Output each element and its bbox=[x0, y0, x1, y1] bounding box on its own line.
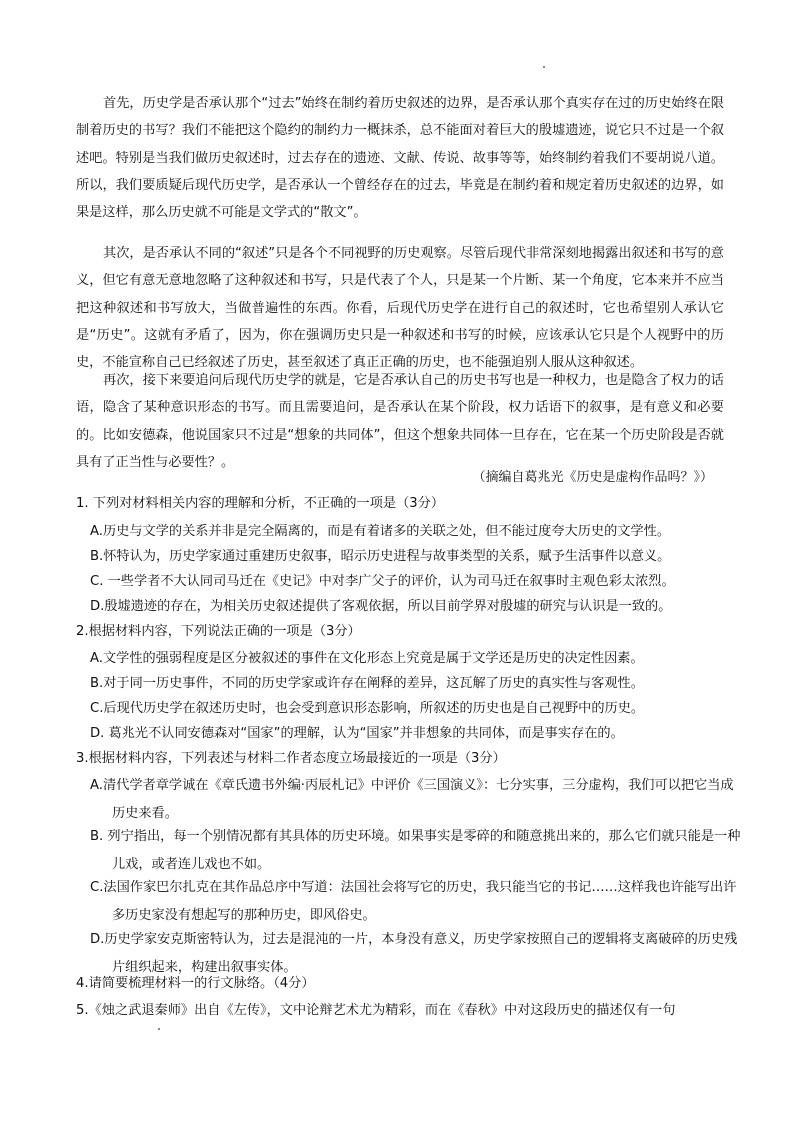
question-2-stem: 2.根据材料内容，下列说法正确的一项是（3分） bbox=[76, 624, 361, 639]
question-3-option-a: A.清代学者章学诚在《章氏遗书外编·丙辰札记》中评价《三国演义》：七分实事，三分虚构，我们可以把它当成历史来看。 bbox=[90, 778, 734, 821]
question-1-option-b: B.怀特认为，历史学家通过重建历史叙事，昭示历史进程与故事类型的关系，赋予生活事件以意义。 bbox=[90, 549, 671, 564]
question-5-stem: 5.《烛之武退秦师》出自《左传》，文中论辩艺术尤为精彩，而在《春秋》中对这段历史的描述仅有一句 bbox=[76, 1003, 676, 1018]
passage-paragraph-1: 首先，历史学是否承认那个“过去”始终在制约着历史叙述的边界，是否承认那个真实存在过的历史始终在限制着历史的书写？我们不能把这个隐约的制约力一概抹杀，总不能面对着巨大的殷墟遗迹，说它只不过是一个叙述吧。特别是当我们做历史叙述时，过去存在的遗迹、文献、传说、故事等等，始终制约着我们不要胡说八道。所以，我们要质疑后现代历史学，是否承认一个曾经存在的过去，毕竟是在制约着和规定着历史叙述的边界，如果是这样，那么历史就不可能是文学式的“散文”。 bbox=[76, 96, 724, 221]
question-3-option-c: C.法国作家巴尔扎克在其作品总序中写道：法国社会将写它的历史，我只能当它的书记……这样我也许能写出许多历史家没有想起写的那种历史，即风俗史。 bbox=[90, 880, 737, 923]
scan-speck bbox=[158, 1028, 160, 1030]
question-2-option-d: D. 葛兆光不认同安德森对“国家”的理解，认为“国家”并非想象的共同体，而是事实存在的。 bbox=[90, 726, 624, 741]
question-3-option-d: D.历史学家安克斯密特认为，过去是混沌的一片，本身没有意义，历史学家按照自己的逻辑将支离破碎的历史残片组织起来，构建出叙事实体。 bbox=[90, 932, 738, 975]
question-1-option-c: C. 一些学者不大认同司马迁在《史记》中对李广父子的评价，认为司马迁在叙事时主观色彩太浓烈。 bbox=[90, 574, 675, 589]
question-1-stem: 1. 下列对材料相关内容的理解和分析，不正确的一项是（3分） bbox=[76, 496, 445, 511]
passage-source: （摘编自葛兆光《历史是虚构作品吗？》） bbox=[472, 470, 713, 485]
question-3-option-b: B. 列宁指出，每一个别情况都有其具体的历史环境。如果事实是零碎的和随意挑出来的，那么它们就只能是一种儿戏，或者连儿戏也不如。 bbox=[90, 829, 741, 872]
question-2-option-c: C.后现代历史学在叙述历史时，也会受到意识形态影响，所叙述的历史也是自己视野中的历史。 bbox=[90, 701, 645, 716]
question-2-option-b: B.对于同一历史事件，不同的历史学家或许存在阐释的差异，这瓦解了历史的真实性与客观性。 bbox=[90, 676, 644, 691]
passage-paragraph-2: 其次，是否承认不同的“叙述”只是各个不同视野的历史观察。尽管后现代非常深刻地揭露出叙述和书写的意义，但它有意无意地忽略了这种叙述和书写，只是代表了个人，只是某一个片断、某一个角度，它本来并不应当把这种叙述和书写放大，当做普遍性的东西。你看，后现代历史学在进行自己的叙述时，它也希望别人承认它是“历史”。这就有矛盾了，因为，你在强调历史只是一种叙述和书写的时候，应该承认它只是个人视野中的历史，不能宣称自己已经叙述了历史，甚至叙述了真正正确的历史，也不能强迫别人服从这种叙述。 bbox=[76, 246, 724, 371]
passage-paragraph-3: 再次，接下来要追问后现代历史学的就是，它是否承认自己的历史书写也是一种权力，也是隐含了权力的话语，隐含了某种意识形态的书写。而且需要追问，是否承认在某个阶段，权力话语下的叙事，是有意义和必要的。比如安德森，他说国家只不过是“想象的共同体”，但这个想象共同体一旦存在，它在某一个历史阶段是否就具有了正当性与必要性？。 bbox=[76, 373, 724, 470]
question-4-stem: 4.请简要梳理材料一的行文脉络。（4分） bbox=[76, 976, 315, 991]
question-3-stem: 3.根据材料内容，下列表述与材料二作者态度立场最接近的一项是（3分） bbox=[76, 751, 506, 766]
question-2-option-a: A.文学性的强弱程度是区分被叙述的事件在文化形态上究竟是属于文学还是历史的决定性因素。 bbox=[90, 651, 644, 666]
scan-speck bbox=[543, 66, 545, 68]
question-1-option-d: D.殷墟遗迹的存在，为相关历史叙述提供了客观依据，所以目前学界对殷墟的研究与认识是一致的。 bbox=[90, 599, 672, 614]
question-1-option-a: A.历史与文学的关系并非是完全隔离的，而是有着诸多的关联之处，但不能过度夸大历史的文学性。 bbox=[90, 524, 671, 539]
